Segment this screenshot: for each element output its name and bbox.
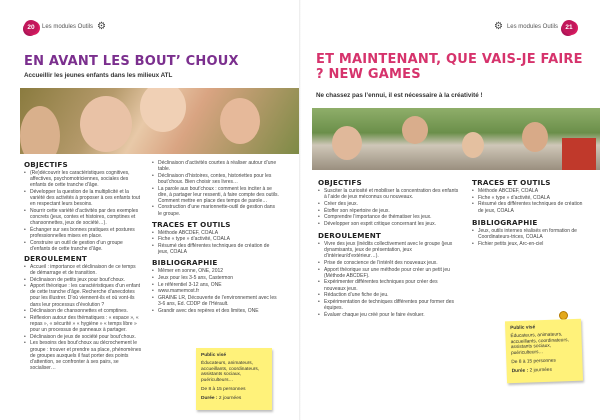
postit-label: Public visé bbox=[510, 325, 536, 332]
page-number: 21 bbox=[565, 23, 573, 31]
section-heading-deroulement: DEROULEMENT bbox=[24, 253, 88, 263]
list-item: • Créer des jeux. bbox=[324, 201, 460, 207]
list-item: • Déclinaison de petits jeux pour bout’choux. bbox=[30, 277, 142, 283]
duration-value: 2 journées bbox=[529, 367, 553, 374]
left-page-header bbox=[24, 20, 106, 34]
list-item: • Construire un outil de gestion d’un groupe d’enfants de cette tranche d’âge. bbox=[30, 240, 142, 252]
postit-persons: De 8 à 15 personnes bbox=[511, 358, 556, 366]
list-item: • Fiche « type » d’activité, COALA bbox=[158, 236, 280, 242]
activities-list bbox=[152, 160, 280, 217]
section-heading-bibliographie: BIBLIOGRAPHIE bbox=[472, 217, 538, 227]
audience-postit bbox=[196, 348, 272, 410]
child-face bbox=[20, 106, 60, 154]
list-item: • Les besoins des bout’choux au décrochement le groupe : trouver et prendre sa place, phénomènes de groupes auxquels il faut porter des points d’attention, se confronter à ses pairs, se socialiser… bbox=[30, 340, 142, 370]
list-item: • Évaluer chaque jeu créé pour le faire évoluer. bbox=[324, 312, 460, 318]
list-item: • Accueil : importance et déclinaison de ce temps de démarrage et de transition. bbox=[30, 264, 142, 276]
list-item: • Prise de conscience de l’intérêt des nouveaux jeux. bbox=[324, 260, 460, 266]
biblio-list bbox=[152, 268, 280, 314]
section-heading-traces: TRACES ET OUTILS bbox=[472, 178, 551, 187]
list-item: • (Re)découvrir les caractéristiques cognitives, affectives, psychomotriciennes, sociales des enfants de cette tranche d’âge. bbox=[30, 170, 142, 188]
postit-duration bbox=[512, 367, 578, 375]
list-item: • Déclinaison d’activités courtes à réaliser autour d’une table. bbox=[158, 160, 280, 172]
duration-value: 2 journées bbox=[218, 395, 242, 401]
list-item: • Résumé des différentes techniques de création de jeux, COALA bbox=[158, 243, 280, 255]
list-item: • Construction d’une marionnette-outil de gestion dans le groupe. bbox=[158, 204, 280, 216]
list-item: • Rédaction d’une fiche de jeu. bbox=[324, 292, 460, 298]
list-item: • Vivre des jeux (inédits collectivement avec le groupe (jeux dynamisants, jeux de présentation, jeux d’intérieur/d’extérieur…). bbox=[324, 241, 460, 259]
list-item: • Développer la question de la multiplicité et la variété des activités à proposer à ces enfants tout en respectant leurs besoins. bbox=[30, 189, 142, 207]
list-item: • Fichier petits jeux, Arc-en-ciel bbox=[478, 241, 584, 247]
postit-public: Éducateurs, animateurs, accueillants, coordinateurs, assistants sociaux, puériculteurs… bbox=[510, 332, 569, 357]
page-number-badge bbox=[562, 20, 576, 34]
list-item: • Susciter la curiosité et mobiliser la concentration des enfants à l’aide de jeux méconnus ou nouveaux. bbox=[324, 188, 460, 200]
list-item: • Déclinaison de chansonnettes et comptines. bbox=[30, 308, 142, 314]
postit-public: Éducateurs, animateurs, accueillants, coordinateurs, assistants sociaux, puériculteurs… bbox=[201, 360, 260, 384]
list-item: • Méthode ABCDEF, COALA bbox=[158, 230, 280, 236]
gear-icon: ⚙ bbox=[494, 21, 503, 32]
list-item: • Échanger sur ses bonnes pratiques et postures professionnelles mises en place. bbox=[30, 227, 142, 239]
section-heading-bibliographie: BIBLIOGRAPHIE bbox=[152, 258, 218, 268]
page-subtitle: Accueillir les jeunes enfants dans les milieux ATL bbox=[24, 72, 173, 79]
child-face bbox=[140, 88, 186, 132]
group-photo bbox=[312, 108, 600, 170]
list-item: • Apport théorique sur une méthode pour créer un petit jeu (Méthode ABCDEF). bbox=[324, 267, 460, 279]
list-item: • Mêmer en sonne, ONE, 2012 bbox=[158, 268, 280, 274]
deroulement-list bbox=[24, 264, 142, 371]
child-face bbox=[80, 96, 132, 152]
left-column-2 bbox=[152, 160, 280, 315]
list-item: • Expérimentation de techniques différentes pour former des équipes. bbox=[324, 299, 460, 311]
duration-label: Durée : bbox=[201, 395, 218, 401]
list-item: • Jeux, outils internes réalisés en formation de Coordinateurs-trices, COALA bbox=[478, 228, 584, 240]
postit-duration bbox=[201, 396, 267, 402]
person-face bbox=[402, 116, 428, 144]
traces-list bbox=[472, 188, 584, 214]
list-item: • Étoffer son répertoire de jeux. bbox=[324, 208, 460, 214]
biblio-list bbox=[472, 228, 584, 247]
list-item: • Fiche « type » d’activité, COALA bbox=[478, 195, 584, 201]
list-item: • Déclinaison de jeux de société pour bout’choux. bbox=[30, 334, 142, 340]
list-item: • Nourrir cette variété d’activités par des exemples concrets (jeux, contes et histoires, comptines et chansonnettes, jeux de société…). bbox=[30, 208, 142, 226]
deroulement-list bbox=[318, 241, 460, 318]
list-item: • Le référentiel 3-12 ans, ONE bbox=[158, 282, 280, 288]
list-item: • Réflexion autour des thématiques : « espace », « repas », « sécurité » « hygiène » « temps libre » pour un processus de panneaux à partager. bbox=[30, 315, 142, 333]
section-heading-objectifs: OBJECTIFS bbox=[318, 178, 362, 187]
duration-label: Durée : bbox=[511, 368, 529, 374]
page-subtitle: Ne chassez pas l’ennui, il est nécessaire à la créativité ! bbox=[316, 92, 483, 99]
audience-postit bbox=[505, 319, 583, 384]
person-face bbox=[522, 122, 548, 152]
page-number: 20 bbox=[27, 23, 35, 31]
list-item: • www.mamemost.fr bbox=[158, 288, 280, 294]
children-photo bbox=[20, 88, 300, 154]
list-item: • Grandir avec des repères et des limites, ONE bbox=[158, 308, 280, 314]
list-item: • Jeux pour les 3-5 ans, Castermon bbox=[158, 275, 280, 281]
right-page-header bbox=[494, 20, 576, 34]
page-number-badge bbox=[24, 20, 38, 34]
list-item: • Résumé des différentes techniques de création de jeux, COALA bbox=[478, 201, 584, 213]
traces-list bbox=[152, 230, 280, 256]
right-page bbox=[300, 0, 600, 420]
list-item: • GRAINE LR, Découverte de l’environnement avec les 3-6 ans, Ed. CDDP de l’Hérault. bbox=[158, 295, 280, 307]
right-column-2 bbox=[472, 180, 584, 247]
header-label: Les modules Outils bbox=[42, 24, 94, 30]
list-item: • Déclinaison d’histoires, contes, historiettes pour les bout’choux. Bien choisir ses livres… bbox=[158, 173, 280, 185]
header-label: Les modules Outils bbox=[506, 24, 558, 30]
postit-label: Public visé bbox=[201, 353, 227, 358]
section-heading-deroulement: DEROULEMENT bbox=[318, 231, 382, 241]
left-column-1 bbox=[24, 162, 142, 372]
right-column-1 bbox=[318, 180, 460, 318]
section-heading-traces: TRACES ET OUTILS bbox=[152, 219, 231, 229]
list-item: • Comprendre l’importance de thématiser les jeux. bbox=[324, 214, 460, 220]
page-title: EN AVANT LES BOUT’ CHOUX bbox=[24, 54, 239, 69]
person-face bbox=[332, 126, 362, 160]
list-item: • La parole aux bout’choux : comment les inciter à se dire, à partager leur ressenti, à faire compte des outils. Comment mettre en place des temps de parole… bbox=[158, 186, 280, 204]
objectifs-list bbox=[24, 170, 142, 252]
page-title: ET MAINTENANT, QUE VAIS-JE FAIRE ? NEW GAMES bbox=[316, 52, 583, 82]
list-item: • Apport théorique : les caractéristiques d’un enfant de cette tranche d’âge. Recherche d’anecdotes pour les illustrer. D’où viennent-ils et où vont-ils dans leur processus d’évolution ? bbox=[30, 283, 142, 307]
postit-persons: De 8 à 15 personnes bbox=[201, 386, 246, 392]
child-face bbox=[220, 98, 260, 144]
list-item: • Méthode ABCDEF, COALA bbox=[478, 188, 584, 194]
pushpin-icon bbox=[560, 312, 567, 319]
list-item: • Expérimenter différentes techniques pour créer des nouveaux jeux. bbox=[324, 279, 460, 291]
person-face bbox=[462, 132, 484, 158]
list-item: • Développer son esprit critique concernant les jeux. bbox=[324, 221, 460, 227]
objectifs-list bbox=[318, 188, 460, 227]
red-shirt bbox=[562, 138, 596, 170]
gear-icon: ⚙ bbox=[97, 21, 106, 32]
section-heading-objectifs: OBJECTIFS bbox=[24, 160, 68, 169]
